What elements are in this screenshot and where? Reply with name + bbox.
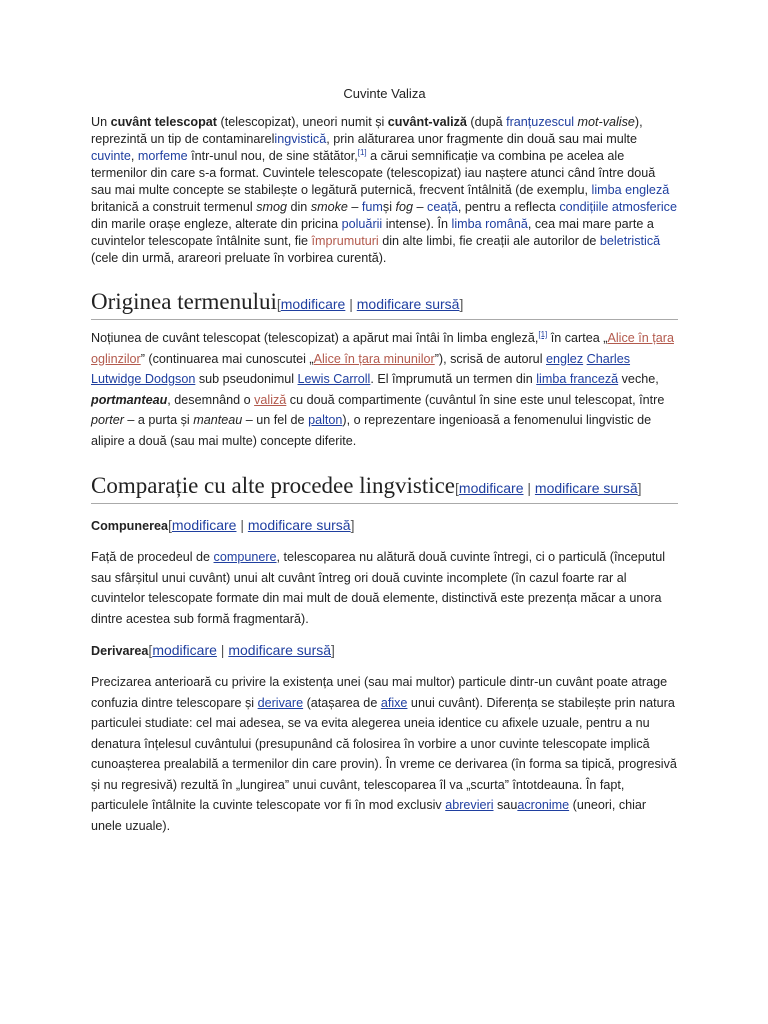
- link-afixe[interactable]: afixe: [380, 695, 408, 710]
- link-dodgson[interactable]: Charles Lutwidge Dodgson: [91, 351, 631, 386]
- intro-text: din alte limbi, fie creații ale autorilor de: [378, 234, 600, 248]
- intro-text: ,: [130, 149, 138, 163]
- footnote-ref[interactable]: [1]: [357, 147, 367, 157]
- link-ceata[interactable]: ceață: [427, 200, 458, 214]
- intro-text: și: [382, 200, 396, 214]
- term-italic: mot-valise: [577, 115, 635, 129]
- intro-text: , pentru a reflecta: [457, 200, 560, 214]
- origin-paragraph: Noțiunea de cuvânt telescopat (telescopizat) a apărut mai întâi în limba engleză,[1] în cartea „Alice în țara oglinzilor” (continuarea mai cunoscutei „Alice în țara minunilor”), scrisă de autorul englez Charles Lutwidge Dodgson sub pseudonimul Lewis Carroll. El împrumută un termen din limba franceză veche, portmanteau, desemnând o valiză cu două compartimente (cuvântul în sine este unul telescopat, între porter – a purta și manteau – un fel de palton), o reprezentare ingenioasă a fenomenului lingvistic de alipire a două (sau mai multe) concepte diferite.: [91, 329, 674, 448]
- link-limba-romana[interactable]: limba română: [451, 217, 528, 231]
- link-imprumuturi[interactable]: împrumuturi: [311, 234, 379, 248]
- link-fum[interactable]: fum: [361, 200, 383, 214]
- link-acronime[interactable]: acronime: [517, 798, 570, 812]
- section-heading-origin: [91, 289, 678, 320]
- term-italic: fog: [395, 200, 414, 214]
- link-morfeme[interactable]: morfeme: [137, 149, 188, 163]
- link-derivare[interactable]: derivare: [257, 695, 304, 710]
- derivarea-paragraph: Precizarea anterioară cu privire la existența unei (sau mai multor) particule dintr-un cuvânt poate atrage confuzia dintre telescopare și derivare (atașarea de afixe unui cuvânt). Diferența se stabilește prin natura particulei studiate: cel mai adesea, se va evita alegerea uneia identice cu afixele uzuale, pentru a nu denatura înțelesul cuvântului (presupunând că folosirea în vorbire a unor cuvinte telescopate implică cunoașterea prealabilă a termenilor din care provin). În vreme ce derivarea (în forma sa tipică, progresivă și nu regresivă) rezultă în „lungirea” unui cuvânt, telescoparea îl va „scurta” întotdeauna. În fapt, particulele întâlnite la cuvinte telescopate vor fi în mod exclusiv abrevieri sauacronime (uneori, chiar unele uzuale).: [91, 675, 677, 833]
- link-lingvistica[interactable]: ingvistică: [274, 132, 327, 146]
- term-italic: smoke: [310, 200, 348, 214]
- link-poluarii[interactable]: poluării: [341, 217, 383, 231]
- heading-text: Comparație cu alte procedee lingvistice: [91, 473, 456, 498]
- term-italic: porter: [91, 413, 124, 427]
- edit-source-link[interactable]: modificare sursă: [247, 517, 351, 533]
- subheading-derivarea: Derivarea[modificare | modificare sursă]: [91, 642, 335, 658]
- intro-text: –: [347, 200, 362, 214]
- link-lewis-carroll[interactable]: Lewis Carroll: [297, 372, 371, 386]
- intro-paragraph: [91, 114, 678, 267]
- edit-links: [modificare | modificare sursă]: [276, 296, 464, 312]
- intro-text: intense). În: [382, 217, 452, 231]
- edit-link[interactable]: modificare: [171, 517, 237, 533]
- term-italic: smog: [256, 200, 287, 214]
- link-frantuzescul[interactable]: franțuzescul: [506, 115, 575, 129]
- intro-text: (telescopizat), uneori numit și: [217, 115, 388, 129]
- edit-source-link[interactable]: modificare sursă: [356, 296, 460, 312]
- intro-text: , cea mai mare parte a cuvintelor telescopate întâlnite sunt, fie: [91, 217, 654, 248]
- intro-text: –: [413, 200, 428, 214]
- link-beletristica[interactable]: beletristică: [599, 234, 661, 248]
- intro-text: într-unul nou, de sine stătător,: [187, 149, 358, 163]
- term-bold: cuvânt-valiză: [387, 115, 467, 129]
- term-bold: cuvânt telescopat: [110, 115, 217, 129]
- document-title: Cuvinte Valiza: [343, 86, 426, 101]
- intro-text: din marile orașe engleze, alterate din pricina: [91, 217, 342, 231]
- footnote-ref[interactable]: [1]: [538, 329, 548, 339]
- link-limba-engleza[interactable]: limba engleză: [591, 183, 670, 197]
- intro-text: britanică a construit termenul: [91, 200, 257, 214]
- edit-links: [modificare | modificare sursă]: [455, 480, 642, 496]
- subheading-compunerea: Compunerea[modificare | modificare sursă]: [91, 517, 355, 533]
- link-valiza[interactable]: valiză: [254, 392, 287, 407]
- link-palton[interactable]: palton: [308, 413, 343, 427]
- link-alice-minunilor[interactable]: Alice în țara minunilor: [313, 351, 435, 366]
- edit-links: [modificare | modificare sursă]: [148, 642, 335, 658]
- intro-text: (după: [466, 115, 507, 129]
- intro-text: , prin alăturarea unor fragmente din două sau mai multe: [326, 132, 638, 146]
- edit-links: [modificare | modificare sursă]: [167, 517, 355, 533]
- intro-text: a cărui semnificație va combina pe acelea ale termenilor din care s-a format. Cuvintele telescopate (telescopizat) iau naștere atunci când între două sau mai multe concepte se stabilește o legătură puternică, frecvent întâlnită (de exemplu,: [91, 149, 656, 197]
- intro-text: Un: [91, 115, 111, 129]
- intro-text: (cele din urmă, arareori preluate în vorbirea curentă).: [91, 251, 387, 265]
- link-conditiile-atmosferice[interactable]: condițiile atmosferice: [559, 200, 677, 214]
- link-abrevieri[interactable]: abrevieri: [445, 798, 494, 812]
- edit-link[interactable]: modificare: [458, 480, 524, 496]
- intro-text: din: [287, 200, 311, 214]
- link-englez[interactable]: englez: [546, 351, 584, 366]
- compunerea-paragraph: Față de procedeul de compunere, telescoparea nu alătură două cuvinte întregi, ci o particulă (începutul sau sfârșitul unui cuvânt) unui alt cuvânt întreg ori două cuvinte incomplete (în cazul foarte rar al cuvintelor telescopate formate din mai mult de două elemente, distinctivă este prezența măcar a unora dintre acestea sub formă fragmentară).: [91, 550, 666, 626]
- link-alice-oglinzilor[interactable]: Alice în țara oglinzilor: [91, 331, 674, 366]
- term-bold-italic: portmanteau: [91, 392, 168, 407]
- edit-link[interactable]: modificare: [152, 642, 217, 658]
- edit-source-link[interactable]: modificare sursă: [228, 642, 332, 658]
- intro-text: ), reprezintă un tip de contaminarel: [91, 115, 643, 146]
- link-compunere[interactable]: compunere: [213, 550, 277, 564]
- section-heading-compare: [91, 473, 678, 504]
- edit-source-link[interactable]: modificare sursă: [534, 480, 638, 496]
- heading-text: Originea termenului: [91, 289, 277, 314]
- edit-link[interactable]: modificare: [280, 296, 346, 312]
- link-cuvinte[interactable]: cuvinte: [91, 149, 131, 163]
- term-italic: manteau: [193, 413, 243, 427]
- link-limba-franceza[interactable]: limba franceză: [536, 372, 619, 386]
